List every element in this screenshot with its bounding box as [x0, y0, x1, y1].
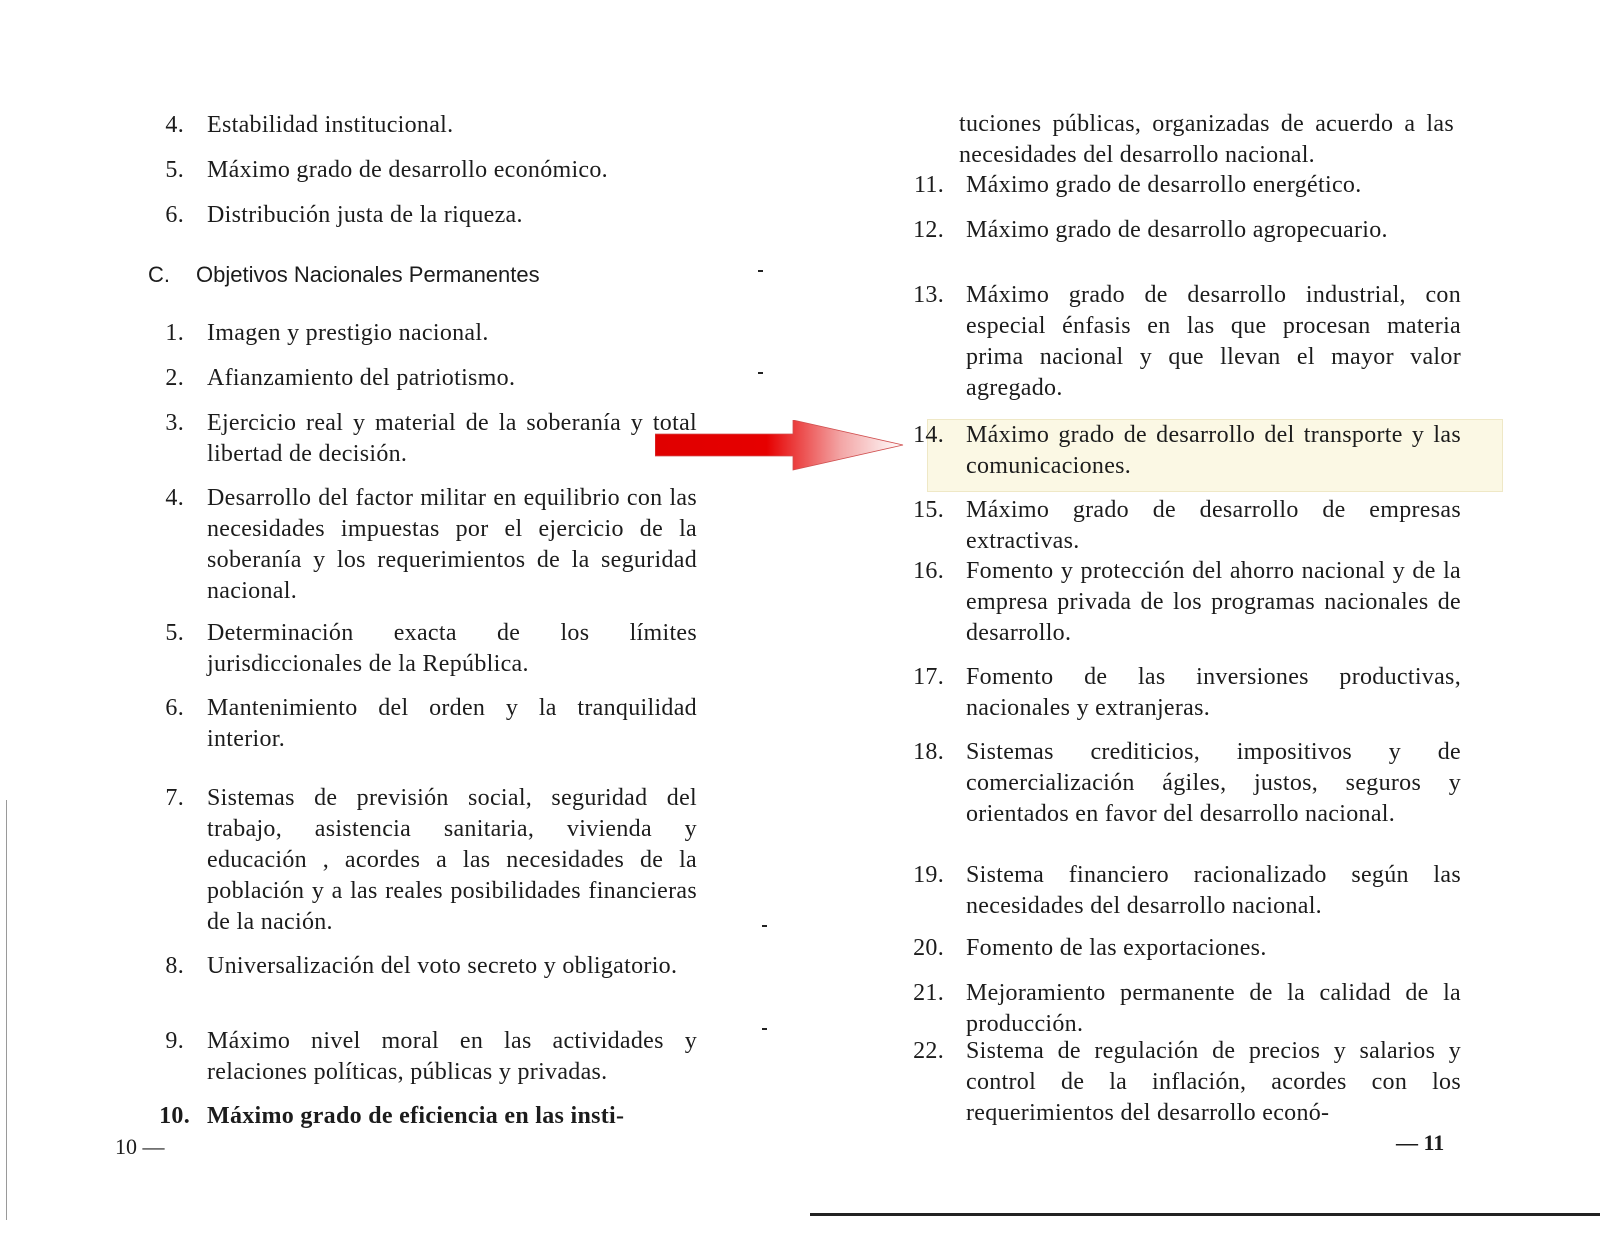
scan-edge-line	[6, 800, 7, 1220]
item-text: Distribución justa de la riqueza.	[207, 202, 523, 228]
item-number: 8.	[165, 953, 184, 979]
item-text: Sistema financiero racionalizado según las necesidades del desarrollo nacional.	[966, 862, 1461, 919]
item-text: Mejoramiento permanente de la calidad de la producción.	[966, 980, 1461, 1037]
item-text: Sistema de regulación de precios y salarios y control de la inflación, acordes con los requerimientos del desarrollo econó-	[966, 1038, 1461, 1126]
item-text: Máximo grado de desarrollo industrial, con especial énfasis en las que procesan materia prima nacional y que llevan el mayor valor agregado.	[966, 282, 1461, 401]
item-text: Máximo grado de desarrollo agropecuario.	[966, 217, 1388, 243]
item-number: 15.	[913, 497, 944, 523]
item-number: 1.	[165, 320, 184, 346]
item-text: Ejercicio real y material de la soberanía y total libertad de decisión.	[207, 410, 697, 467]
item-number: 10.	[159, 1103, 190, 1129]
section-heading	[148, 262, 708, 292]
item-text: Fomento de las exportaciones.	[966, 935, 1267, 961]
item-text: Determinación exacta de los límites jurisdiccionales de la República.	[207, 620, 697, 677]
scan-speck	[762, 1028, 767, 1030]
item-number: 13.	[913, 282, 944, 308]
page-number-left: 10 —	[115, 1134, 165, 1159]
section-title: Objetivos Nacionales Permanentes	[196, 262, 540, 287]
item-text: tuciones públicas, organizadas de acuerdo a las necesidades del desarrollo nacional.	[959, 111, 1454, 168]
item-text: Desarrollo del factor militar en equilibrio con las necesidades impuestas por el ejercicio de la soberanía y los requerimientos de la seguridad nacional.	[207, 485, 697, 604]
item-number: 21.	[913, 980, 944, 1006]
item-number: 18.	[913, 739, 944, 765]
item-number: 5.	[165, 157, 184, 183]
item-text: Afianzamiento del patriotismo.	[207, 365, 516, 391]
item-text: Máximo grado de desarrollo económico.	[207, 157, 608, 183]
item-number: 6.	[165, 202, 184, 228]
item-number: 16.	[913, 558, 944, 584]
scan-edge-line	[810, 1213, 1600, 1216]
item-number: 22.	[913, 1038, 944, 1064]
item-number: 4.	[165, 112, 184, 138]
item-text: Fomento y protección del ahorro nacional y de la empresa privada de los programas nacionales de desarrollo.	[966, 558, 1461, 646]
item-number: 3.	[165, 410, 184, 436]
item-number: 14.	[913, 422, 944, 448]
scan-speck	[762, 925, 767, 927]
item-text: Sistemas crediticios, impositivos y de comercialización ágiles, justos, seguros y orientados en favor del desarrollo nacional.	[966, 739, 1461, 827]
item-text: Mantenimiento del orden y la tranquilidad interior.	[207, 695, 697, 752]
item-text: Máximo grado de desarrollo del transporte y las comunicaciones.	[966, 422, 1461, 479]
item-text: Estabilidad institucional.	[207, 112, 454, 138]
scan-speck	[758, 270, 763, 272]
item-number: 19.	[913, 862, 944, 888]
item-number: 9.	[165, 1028, 184, 1054]
item-text: Máximo grado de eficiencia en las insti-	[207, 1103, 625, 1129]
item-number: 6.	[165, 695, 184, 721]
item-number: 17.	[913, 664, 944, 690]
item-text: Imagen y prestigio nacional.	[207, 320, 489, 346]
item-number: 2.	[165, 365, 184, 391]
item-text: Fomento de las inversiones productivas, nacionales y extranjeras.	[966, 664, 1461, 721]
right-page	[800, 0, 1600, 1235]
section-letter: C.	[148, 262, 170, 287]
item-text: Máximo grado de desarrollo energético.	[966, 172, 1362, 198]
item-number: 7.	[165, 785, 184, 811]
item-number: 5.	[165, 620, 184, 646]
item-text: Universalización del voto secreto y obligatorio.	[207, 953, 678, 979]
item-number: 11.	[913, 172, 944, 198]
item-number: 12.	[913, 217, 944, 243]
page-number-right: — 11	[1396, 1130, 1445, 1155]
item-text: Sistemas de previsión social, seguridad del trabajo, asistencia sanitaria, vivienda y educación , acordes a las necesidades de la población y a las reales posibilidades financieras de la nación.	[207, 785, 697, 935]
item-number: 4.	[165, 485, 184, 511]
item-text: Máximo grado de desarrollo de empresas extractivas.	[966, 497, 1461, 554]
item-number: 20.	[913, 935, 944, 961]
scan-speck	[758, 372, 763, 374]
item-text: Máximo nivel moral en las actividades y relaciones políticas, públicas y privadas.	[207, 1028, 697, 1085]
